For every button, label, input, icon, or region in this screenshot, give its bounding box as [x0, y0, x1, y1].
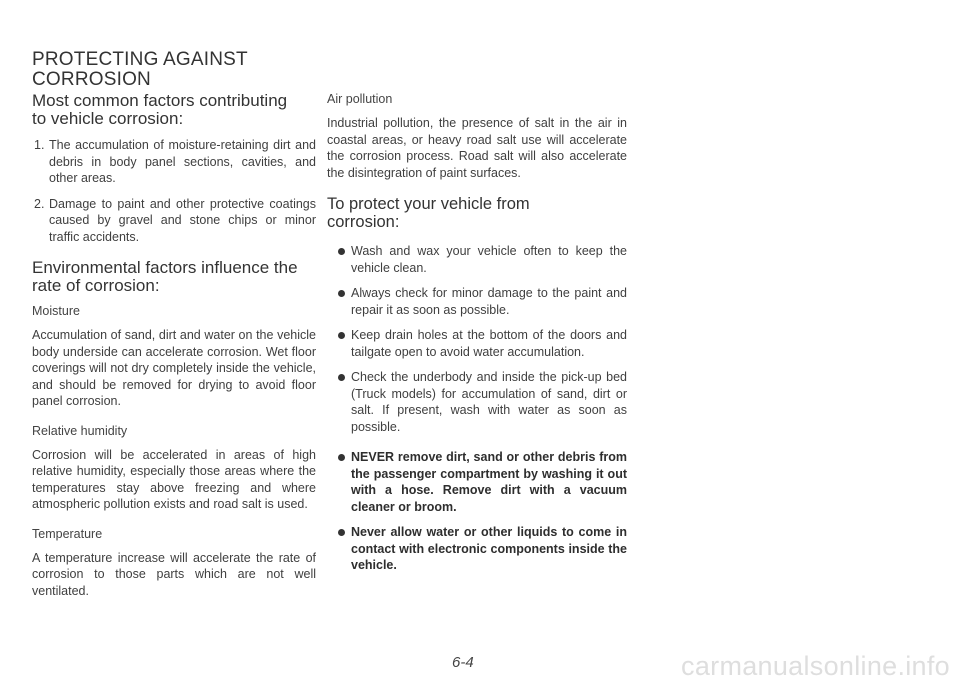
temperature-text: A temperature increase will accelerate the rate of corrosion to those parts which are not well ventilated.	[32, 550, 316, 598]
right-column	[327, 92, 627, 583]
list-item	[32, 137, 316, 187]
list-item	[338, 327, 627, 360]
subheading-protect-line-1: To protect your vehicle from	[327, 195, 530, 213]
air-pollution-text: Industrial pollution, the presence of salt in the air in coastal areas, or heavy road salt use will accelerate the corrosion process. Road salt will also accelerate the disintegration of paint surfaces.	[327, 116, 627, 180]
humidity-text: Corrosion will be accelerated in areas of high relative humidity, especially those areas where the temperatures stay above freezing and where atmospheric pollution exists and road salt is used.	[32, 447, 316, 511]
subheading-factors-line-2: to vehicle corrosion:	[32, 109, 184, 128]
left-column	[32, 50, 316, 613]
bullet-icon	[338, 332, 345, 339]
list-item	[338, 369, 627, 435]
warning-text: Never allow water or other liquids to come in contact with electronic components inside the vehicle.	[351, 525, 627, 572]
page-number: 6-4	[452, 654, 474, 671]
list-item-text: Wash and wax your vehicle often to keep the vehicle clean.	[351, 244, 627, 275]
warning-text: NEVER remove dirt, sand or other debris from the passenger compartment by washing it out with a hose. Remove dirt with a vacuum cleaner or broom.	[351, 450, 627, 514]
list-item	[338, 243, 627, 276]
warning-list-item	[338, 449, 627, 515]
air-pollution-label: Air pollution	[327, 92, 393, 106]
subheading-environmental	[32, 259, 316, 295]
moisture-label: Moisture	[32, 304, 80, 318]
bullet-icon	[338, 290, 345, 297]
list-item-text: Always check for minor damage to the paint and repair it as soon as possible.	[351, 286, 627, 317]
subheading-protect	[327, 195, 627, 231]
bullet-icon	[338, 529, 345, 536]
bullet-icon	[338, 248, 345, 255]
list-item	[338, 285, 627, 318]
list-item-text: Damage to paint and other protective coatings caused by gravel and stone chips or minor traffic accidents.	[49, 196, 316, 244]
list-item-text: Check the underbody and inside the pick-up bed (Truck models) for accumulation of sand, dirt or salt. If present, wash with water as soon as possible.	[351, 370, 627, 434]
list-item-text: The accumulation of moisture-retaining dirt and debris in body panel sections, cavities, and other areas.	[49, 138, 316, 185]
subheading-protect-line-2: corrosion:	[327, 213, 400, 231]
subheading-factors-line-1: Most common factors contributing	[32, 91, 288, 110]
bullet-icon	[338, 454, 345, 461]
factors-list	[32, 137, 316, 245]
subheading-environmental-line-1: Environmental factors influence the	[32, 258, 298, 277]
temperature-label: Temperature	[32, 526, 103, 541]
page-title	[32, 50, 316, 90]
bullet-icon	[338, 374, 345, 381]
list-item-number: 1.	[34, 138, 45, 152]
list-item-text: Keep drain holes at the bottom of the doors and tailgate open to avoid water accumulation.	[351, 328, 627, 359]
title-line-1: PROTECTING AGAINST	[32, 49, 248, 70]
warning-list-item	[338, 524, 627, 574]
protection-list	[327, 243, 627, 574]
list-item-number: 2.	[34, 196, 45, 211]
watermark: carmanualsonline.info	[681, 651, 950, 681]
list-item	[32, 196, 316, 246]
humidity-label: Relative humidity	[32, 423, 128, 438]
moisture-text: Accumulation of sand, dirt and water on the vehicle body underside can accelerate corrosion. Wet floor coverings will not dry completely inside the vehicle, and should be removed for drying to avoid floor panel corrosion.	[32, 328, 316, 408]
subheading-factors	[32, 92, 316, 128]
subheading-environmental-line-2: rate of corrosion:	[32, 276, 160, 295]
title-line-2: CORROSION	[32, 69, 151, 90]
